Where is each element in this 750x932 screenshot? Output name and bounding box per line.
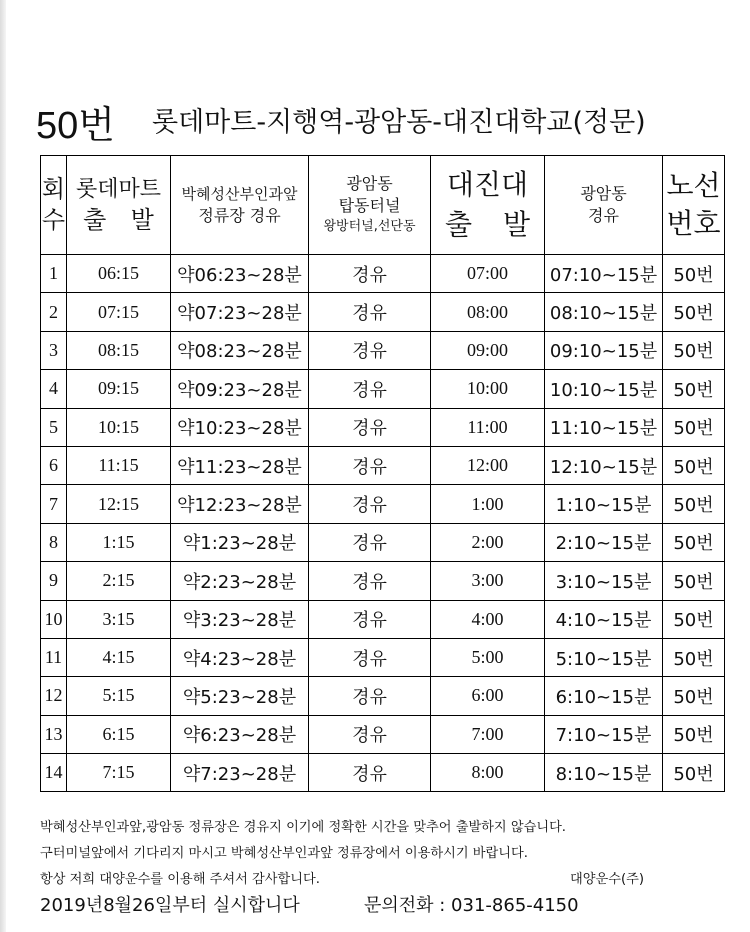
header-park: 박혜성산부인과앞 정류장 경유 xyxy=(171,156,309,255)
row-number: 6 xyxy=(41,446,67,484)
row-number: 7 xyxy=(41,485,67,523)
row-number: 11 xyxy=(41,638,67,676)
gwangam-return-time: 3:10~15분 xyxy=(545,562,663,600)
route-number-cell: 50번 xyxy=(663,293,725,331)
gwangam-return-time: 6:10~15분 xyxy=(545,677,663,715)
daejin-departure: 7:00 xyxy=(431,715,545,753)
park-stop-time: 약4:23~28분 xyxy=(171,638,309,676)
gwangam-via: 경유 xyxy=(309,523,431,561)
lotte-departure: 4:15 xyxy=(67,638,171,676)
gwangam-via: 경유 xyxy=(309,638,431,676)
gwangam-return-time: 07:10~15분 xyxy=(545,255,663,293)
park-stop-time: 약2:23~28분 xyxy=(171,562,309,600)
lotte-departure: 2:15 xyxy=(67,562,171,600)
daejin-departure: 1:00 xyxy=(431,485,545,523)
daejin-departure: 09:00 xyxy=(431,331,545,369)
table-row xyxy=(41,562,725,600)
route-number-cell: 50번 xyxy=(663,331,725,369)
daejin-departure: 08:00 xyxy=(431,293,545,331)
header-lotte: 롯데마트 출 발 xyxy=(67,156,171,255)
company-name: 대양운수(주) xyxy=(570,872,644,887)
table-row xyxy=(41,255,725,293)
lotte-departure: 10:15 xyxy=(67,408,171,446)
table-row xyxy=(41,638,725,676)
park-stop-time: 약5:23~28분 xyxy=(171,677,309,715)
gwangam-via: 경유 xyxy=(309,485,431,523)
table-row xyxy=(41,485,725,523)
gwangam-via: 경유 xyxy=(309,715,431,753)
table-row xyxy=(41,715,725,753)
gwangam-return-time: 10:10~15분 xyxy=(545,370,663,408)
lotte-departure: 06:15 xyxy=(67,255,171,293)
row-number: 13 xyxy=(41,715,67,753)
table-row xyxy=(41,408,725,446)
gwangam-return-time: 11:10~15분 xyxy=(545,408,663,446)
route-number-cell: 50번 xyxy=(663,408,725,446)
table-row xyxy=(41,370,725,408)
row-number: 1 xyxy=(41,255,67,293)
daejin-departure: 4:00 xyxy=(431,600,545,638)
gwangam-via: 경유 xyxy=(309,600,431,638)
gwangam-return-time: 1:10~15분 xyxy=(545,485,663,523)
daejin-departure: 2:00 xyxy=(431,523,545,561)
header-row xyxy=(41,156,725,255)
daejin-departure: 3:00 xyxy=(431,562,545,600)
daejin-departure: 8:00 xyxy=(431,754,545,792)
route-number-cell: 50번 xyxy=(663,370,725,408)
header-gwangam-2: 광암동 경유 xyxy=(545,156,663,255)
lotte-departure: 09:15 xyxy=(67,370,171,408)
row-number: 4 xyxy=(41,370,67,408)
gwangam-return-time: 7:10~15분 xyxy=(545,715,663,753)
gwangam-via: 경유 xyxy=(309,408,431,446)
park-stop-time: 약09:23~28분 xyxy=(171,370,309,408)
note-line: 구터미널앞에서 기다리지 마시고 박혜성산부인과앞 정류장에서 이용하시기 바랍니다. xyxy=(40,846,528,861)
gwangam-via: 경유 xyxy=(309,331,431,369)
route-number-cell: 50번 xyxy=(663,523,725,561)
gwangam-via: 경유 xyxy=(309,446,431,484)
lotte-departure: 5:15 xyxy=(67,677,171,715)
gwangam-via: 경유 xyxy=(309,255,431,293)
park-stop-time: 약6:23~28분 xyxy=(171,715,309,753)
daejin-departure: 12:00 xyxy=(431,446,545,484)
lotte-departure: 3:15 xyxy=(67,600,171,638)
route-number-cell: 50번 xyxy=(663,485,725,523)
gwangam-return-time: 08:10~15분 xyxy=(545,293,663,331)
header-gwangam: 광암동 탑동터널 왕방터널,선단동 xyxy=(309,156,431,255)
table-row xyxy=(41,754,725,792)
park-stop-time: 약12:23~28분 xyxy=(171,485,309,523)
schedule-table xyxy=(40,155,725,792)
daejin-departure: 10:00 xyxy=(431,370,545,408)
gwangam-return-time: 8:10~15분 xyxy=(545,754,663,792)
row-number: 9 xyxy=(41,562,67,600)
route-number: 50번 xyxy=(36,105,115,147)
row-number: 8 xyxy=(41,523,67,561)
daejin-departure: 5:00 xyxy=(431,638,545,676)
daejin-departure: 07:00 xyxy=(431,255,545,293)
row-number: 14 xyxy=(41,754,67,792)
gwangam-return-time: 09:10~15분 xyxy=(545,331,663,369)
park-stop-time: 약07:23~28분 xyxy=(171,293,309,331)
lotte-departure: 08:15 xyxy=(67,331,171,369)
timetable-sheet xyxy=(6,0,750,932)
header-daejin: 대진대 출 발 xyxy=(431,156,545,255)
route-number-cell: 50번 xyxy=(663,446,725,484)
route-number-cell: 50번 xyxy=(663,638,725,676)
contact-phone: 문의전화 : 031-865-4150 xyxy=(364,895,579,916)
park-stop-time: 약06:23~28분 xyxy=(171,255,309,293)
row-number: 3 xyxy=(41,331,67,369)
route-number-cell: 50번 xyxy=(663,754,725,792)
route-number-cell: 50번 xyxy=(663,715,725,753)
park-stop-time: 약1:23~28분 xyxy=(171,523,309,561)
table-row xyxy=(41,600,725,638)
table-row xyxy=(41,446,725,484)
park-stop-time: 약08:23~28분 xyxy=(171,331,309,369)
park-stop-time: 약10:23~28분 xyxy=(171,408,309,446)
table-row xyxy=(41,677,725,715)
lotte-departure: 11:15 xyxy=(67,446,171,484)
gwangam-via: 경유 xyxy=(309,370,431,408)
thanks-text: 항상 저희 대양운수를 이용해 주셔서 감사합니다. xyxy=(40,872,320,887)
note-line: 박혜성산부인과앞,광암동 정류장은 경유지 이기에 정확한 시간을 맞추어 출발하지 않습니다. xyxy=(40,820,567,835)
lotte-departure: 07:15 xyxy=(67,293,171,331)
note-line xyxy=(40,867,740,893)
row-number: 10 xyxy=(41,600,67,638)
header-no: 회 수 xyxy=(41,156,67,255)
gwangam-return-time: 4:10~15분 xyxy=(545,600,663,638)
lotte-departure: 7:15 xyxy=(67,754,171,792)
lotte-departure: 12:15 xyxy=(67,485,171,523)
gwangam-via: 경유 xyxy=(309,562,431,600)
lotte-departure: 1:15 xyxy=(67,523,171,561)
route-number-cell: 50번 xyxy=(663,600,725,638)
park-stop-time: 약11:23~28분 xyxy=(171,446,309,484)
daejin-departure: 11:00 xyxy=(431,408,545,446)
gwangam-return-time: 2:10~15분 xyxy=(545,523,663,561)
park-stop-time: 약7:23~28분 xyxy=(171,754,309,792)
table-row xyxy=(41,293,725,331)
route-description: 롯데마트-지행역-광암동-대진대학교(정문) xyxy=(152,107,646,138)
gwangam-return-time: 12:10~15분 xyxy=(545,446,663,484)
row-number: 2 xyxy=(41,293,67,331)
page-title xyxy=(6,92,750,147)
route-number-cell: 50번 xyxy=(663,255,725,293)
gwangam-via: 경유 xyxy=(309,677,431,715)
gwangam-via: 경유 xyxy=(309,754,431,792)
table-row xyxy=(41,331,725,369)
gwangam-via: 경유 xyxy=(309,293,431,331)
row-number: 5 xyxy=(41,408,67,446)
route-number-cell: 50번 xyxy=(663,562,725,600)
effective-date: 2019년8월26일부터 실시합니다 xyxy=(40,895,300,916)
header-route: 노선 번호 xyxy=(663,156,725,255)
notes xyxy=(40,815,740,893)
schedule-rows xyxy=(41,255,725,792)
daejin-departure: 6:00 xyxy=(431,677,545,715)
park-stop-time: 약3:23~28분 xyxy=(171,600,309,638)
table-row xyxy=(41,523,725,561)
row-number: 12 xyxy=(41,677,67,715)
route-number-cell: 50번 xyxy=(663,677,725,715)
gwangam-return-time: 5:10~15분 xyxy=(545,638,663,676)
lotte-departure: 6:15 xyxy=(67,715,171,753)
footer xyxy=(40,891,740,921)
